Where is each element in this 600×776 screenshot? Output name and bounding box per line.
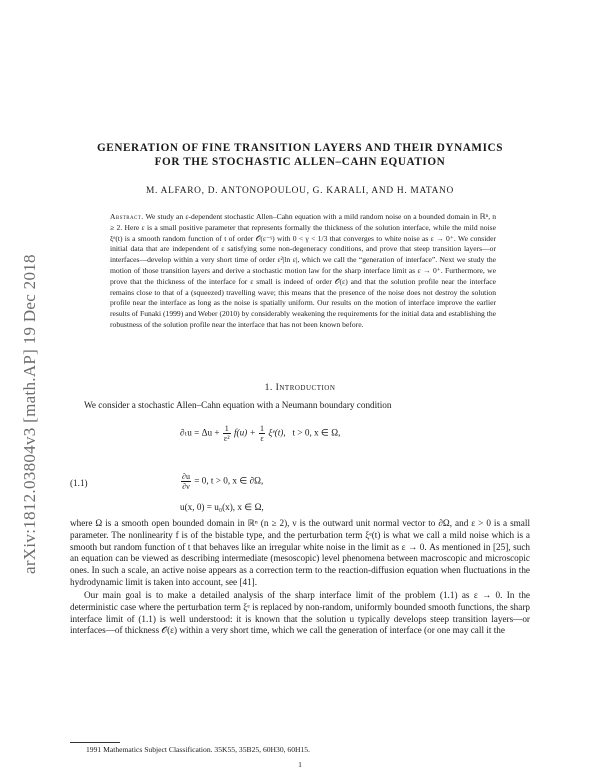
equation-line-1	[180, 424, 340, 443]
abstract-label: Abstract.	[110, 212, 144, 221]
frac-numerator: 1	[260, 424, 265, 433]
equation-label: (1.1)	[70, 478, 88, 488]
title-line-1: GENERATION OF FINE TRANSITION LAYERS AND THEIR DYNAMICS	[96, 142, 504, 154]
frac-denominator: ε	[260, 434, 264, 443]
page-number: 1	[298, 760, 302, 769]
footnote: 1991 Mathematics Subject Classification. 35K55, 35B25, 60H30, 60H15.	[86, 745, 310, 754]
eq1-f-term: f(u) +	[233, 427, 256, 438]
frac-denominator: ε²	[223, 434, 230, 443]
abstract	[110, 212, 496, 331]
title-line-2: FOR THE STOCHASTIC ALLEN–CAHN EQUATION	[154, 156, 446, 168]
paragraph-2: where Ω is a smooth open bounded domain in ℝⁿ (n ≥ 2), ν is the outward unit normal vector to ∂Ω, and ε > 0 is a small parameter. The nonlinearity f is of the bistable type, and the perturbation term ξᵉ(t) is what we call a mild noise which is a smooth but random function of t that behaves like an irregular white noise in the limit as ε → 0. As mentioned in [25], such an equation can be viewed as describing intermediate (mesoscopic) level phenomena between macroscopic and microscopic ones. In such a scale, an active noise appears as a correction term to the reaction-diffusion equation when fluctuations in the hydrodynamic limit is taken into account, see [41].	[70, 518, 530, 587]
section-heading	[70, 382, 530, 393]
author-list: M. ALFARO, D. ANTONOPOULOU, G. KARALI, AND H. MATANO	[146, 186, 454, 196]
footnote-rule	[70, 742, 120, 743]
eq1-lhs: ∂ₜu = Δu +	[180, 427, 220, 438]
frac-denominator: ∂ν	[182, 482, 190, 491]
eq2-rest: = 0, t > 0, x ∈ ∂Ω,	[194, 475, 264, 486]
eq1-xi-term: ξᵉ(t),	[268, 427, 286, 438]
fraction-one-over-eps2	[223, 424, 231, 443]
paragraph-3: Our main goal is to make a detailed analysis of the sharp interface limit of the problem (1.1) as ε → 0. In the deterministic case where the perturbation term ξᵉ is replaced by non-random, uniformly bounded smooth functions, the sharp interface limit of (1.1) is well understood: it is known that the solution u typically develops steep transition layers—or interfaces—of thickness 𝒪(ε) within a very short time, which we call the generation of interface (or one may call it the	[70, 590, 530, 636]
abstract-text: We study an ε-dependent stochastic Allen–Cahn equation with a mild random noise on a bounded domain in ℝⁿ, n ≥ 2. Here ε is a small positive parameter that represents formally the thickness of the solution interface, while the mild noise ξᵉ(t) is a smooth random function of t of order 𝒪(ε⁻ᵞ) with 0 < γ < 1/3 that converges to white noise as ε → 0⁺. We consider initial data that are independent of ε satisfying some non-degeneracy conditions, and prove that steep transition layers—or interfaces—develop within a very short time of order ε²|ln ε|, which we call the “generation of interface”. Next we study the motion of those transition layers and derive a stochastic motion law for the sharp interface limit as ε → 0⁺. Furthermore, we prove that the thickness of the interface for ε small is indeed of order 𝒪(ε) and that the solution profile near the interface remains close to that of a (squeezed) travelling wave; this means that the presence of the noise does not destroy the solution profile near the interface as long as the noise is spatially uniform. Our results on the motion of interface improve the earlier results of Funaki (1999) and Weber (2010) by considerably weakening the requirements for the initial data and establishing the robustness of the solution profile near the interface that has not been known before.	[110, 212, 496, 329]
paper-title	[70, 141, 530, 169]
equation-line-2	[180, 472, 263, 491]
intro-paragraph: We consider a stochastic Allen–Cahn equation with a Neumann boundary condition	[84, 400, 392, 410]
frac-numerator: 1	[224, 424, 229, 433]
fraction-one-over-eps	[259, 424, 265, 443]
arxiv-identifier: arXiv:1812.03804v3 [math.AP] 19 Dec 2018	[20, 254, 39, 574]
equation-line-3: u(x, 0) = u₀(x), x ∈ Ω,	[180, 502, 264, 512]
section-number: 1.	[264, 382, 273, 393]
fraction-du-dnu	[181, 472, 191, 491]
eq1-condition: t > 0, x ∈ Ω,	[292, 427, 341, 438]
section-title: Introduction	[275, 382, 336, 393]
frac-numerator: ∂u	[182, 472, 190, 481]
